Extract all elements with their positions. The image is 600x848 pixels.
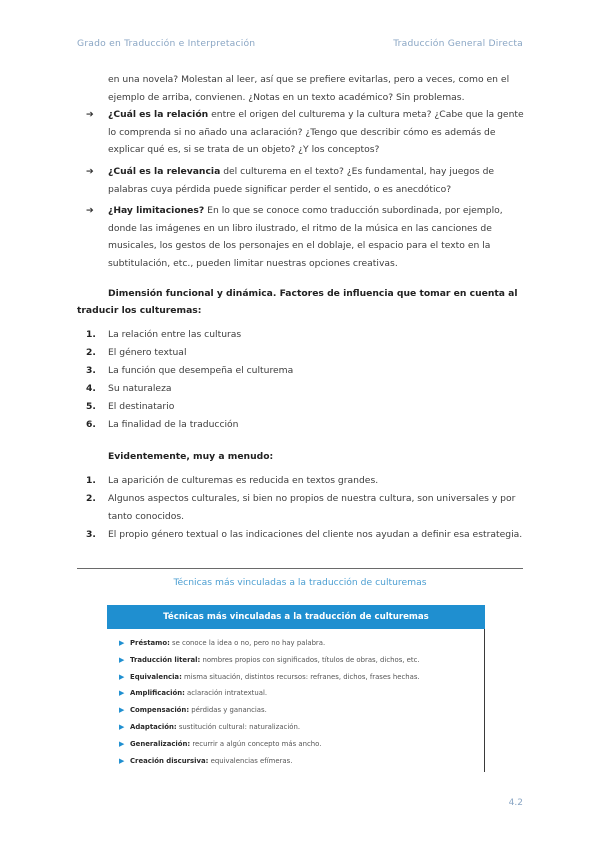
question-relation <box>86 106 526 159</box>
question-relation-bold: ¿Cuál es la relación <box>108 109 209 120</box>
question-relevance-bold: ¿Cuál es la relevancia <box>108 166 221 177</box>
figure-caption: Técnicas más vinculadas a la traducción de culturemas <box>173 577 427 588</box>
arrow-icon: ➔ <box>86 109 94 120</box>
triangle-bullet-icon: ▶ <box>119 722 125 731</box>
list-item: 2. Algunos aspectos culturales, si bien no propios de nuestra cultura, son universales y por tanto conocidos. <box>86 493 516 522</box>
techniques-panel-title: Técnicas más vinculadas a la traducción de culturemas <box>107 605 485 629</box>
list-item: ▶ Amplificación: aclaración intratextual. <box>119 685 485 702</box>
list-item: ▶ Generalización: recurrir a algún concepto más ancho. <box>119 736 485 753</box>
page-number: 4.2 <box>508 798 523 808</box>
triangle-bullet-icon: ▶ <box>119 655 125 664</box>
techniques-list <box>107 629 485 769</box>
factors-list <box>86 326 526 434</box>
panel-border-line <box>484 629 485 772</box>
triangle-bullet-icon: ▶ <box>119 672 125 681</box>
header-course-title: Grado en Traducción e Interpretación <box>77 38 256 49</box>
question-relevance <box>86 163 526 198</box>
question-relation-text: entre el origen del culturema y la cultura meta? ¿Cabe que la gente lo comprenda si no añado una aclaración? ¿Tengo que describir cómo es además de explicar qué es, si se trata de un objeto? ¿Y los conceptos? <box>108 109 524 155</box>
question-relevance-text: del culturema en el texto? ¿Es fundamental, hay juegos de palabras cuya pérdida puede significar perder el sentido, o es anecdótico? <box>108 166 495 195</box>
arrow-icon: ➔ <box>86 205 94 216</box>
dimension-title: Dimensión funcional y dinámica. Factores de influencia que tomar en cuenta al traducir los culturemas: <box>77 288 518 316</box>
evident-title: Evidentemente, muy a menudo: <box>108 451 274 462</box>
question-limitations <box>86 202 526 272</box>
list-item: ▶ Traducción literal: nombres propios con significados, títulos de obras, dichos, etc. <box>119 652 485 669</box>
triangle-bullet-icon: ▶ <box>119 706 125 715</box>
list-item: ▶ Compensación: pérdidas y ganancias. <box>119 702 485 719</box>
intro-paragraph: en una novela? Molestan al leer, así que se prefiere evitarlas, pero a veces, como en el ejemplo de arriba, convienen. ¿Notas en un texto académico? Sin problemas. <box>108 74 510 103</box>
triangle-bullet-icon: ▶ <box>119 689 125 698</box>
techniques-panel <box>107 605 485 772</box>
triangle-bullet-icon: ▶ <box>119 639 125 647</box>
notes-list <box>86 472 526 544</box>
list-item: 1. La relación entre las culturas <box>86 329 242 340</box>
list-item: ▶ Creación discursiva: equivalencias efímeras. <box>119 753 485 770</box>
list-item: ▶ Equivalencia: misma situación, distintos recursos: refranes, dichos, frases hechas. <box>119 669 485 686</box>
list-item: 3. El propio género textual o las indicaciones del cliente nos ayudan a definir esa estrategia. <box>86 529 523 540</box>
list-item: 4. Su naturaleza <box>86 383 172 394</box>
question-limitations-bold: ¿Hay limitaciones? <box>108 205 205 216</box>
list-item: ▶ Préstamo: se conoce la idea o no, pero no hay palabra. <box>119 635 485 652</box>
arrow-icon: ➔ <box>86 166 94 177</box>
triangle-bullet-icon: ▶ <box>119 756 125 765</box>
question-limitations-text: En lo que se conoce como traducción subordinada, por ejemplo, donde las imágenes en un libro ilustrado, el ritmo de la música en las canciones de musicales, los gestos de los personajes en el doblaje, el espacio para el texto en la subtitulación, etc., pueden limitar nuestras opciones creativas. <box>108 205 503 269</box>
list-item: 2. El género textual <box>86 347 187 358</box>
list-item: 6. La finalidad de la traducción <box>86 419 239 430</box>
list-item: 3. La función que desempeña el culturema <box>86 365 294 376</box>
list-item: ▶ Adaptación: sustitución cultural: naturalización. <box>119 719 485 736</box>
section-divider <box>77 568 523 569</box>
triangle-bullet-icon: ▶ <box>119 739 125 748</box>
list-item: 1. La aparición de culturemas es reducida en textos grandes. <box>86 475 379 486</box>
header-subject-title: Traducción General Directa <box>393 38 523 49</box>
list-item: 5. El destinatario <box>86 401 175 412</box>
